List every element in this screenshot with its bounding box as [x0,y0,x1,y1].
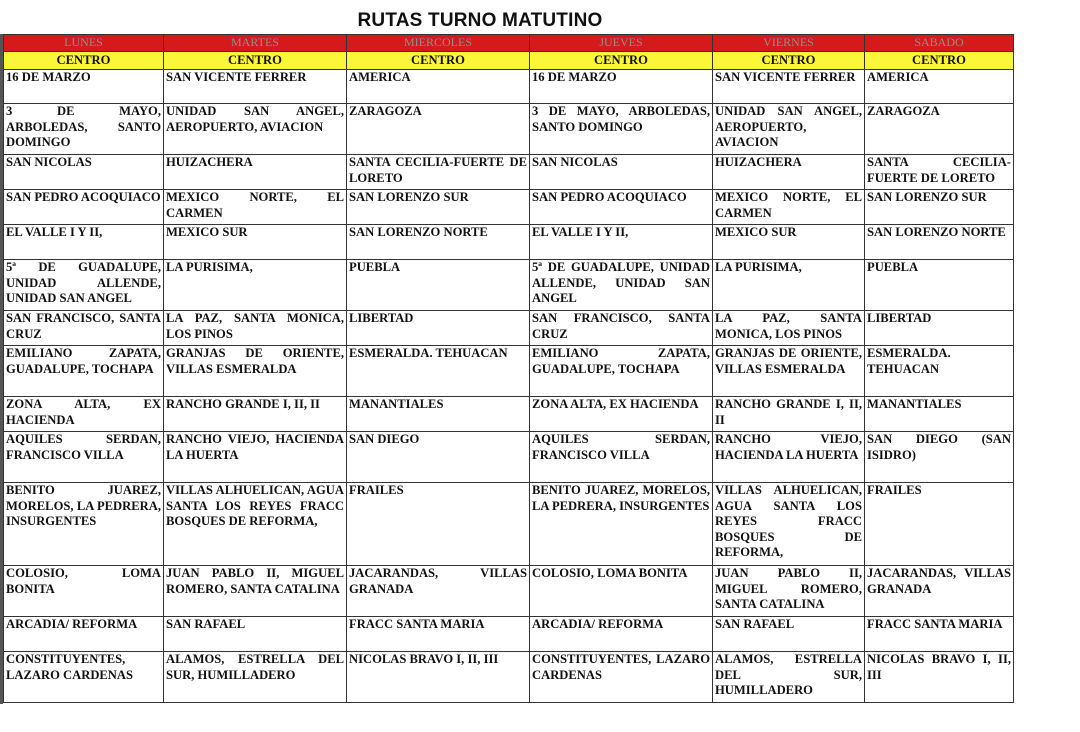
route-cell: AQUILES SERDAN, FRANCISCO VILLA [4,432,164,483]
route-row [4,260,1014,311]
route-row [4,566,1014,617]
route-cell: JACARANDAS, VILLAS GRANADA [865,566,1014,617]
route-row [4,346,1014,397]
route-cell: JACARANDAS, VILLAS GRANADA [347,566,530,617]
route-cell: 3 DE MAYO, ARBOLEDAS, SANTO DOMINGO [530,104,713,155]
route-cell: CONSTITUYENTES, LAZARO CARDENAS [530,652,713,703]
route-cell: SAN PEDRO ACOQUIACO [530,190,713,225]
route-cell: EL VALLE I Y II, [4,225,164,260]
zone-header-cell: CENTRO [347,52,530,70]
route-cell: SAN LORENZO SUR [347,190,530,225]
route-cell: BENITO JUAREZ, MORELOS, LA PEDRERA, INSURGENTES [4,483,164,566]
route-cell: SAN RAFAEL [164,617,347,652]
route-cell: FRAILES [865,483,1014,566]
route-cell: MANANTIALES [865,397,1014,432]
route-cell: LIBERTAD [347,311,530,346]
route-cell: AMERICA [865,70,1014,104]
route-row [4,652,1014,703]
route-cell: ZARAGOZA [865,104,1014,155]
page-title: RUTAS TURNO MATUTINO [357,10,603,31]
route-cell: FRACC SANTA MARIA [347,617,530,652]
route-cell: MEXICO NORTE, EL CARMEN [713,190,865,225]
route-cell: ESMERALDA. TEHUACAN [865,346,1014,397]
route-cell: SAN NICOLAS [4,155,164,190]
day-header-martes: MARTES [164,35,347,52]
route-cell: MEXICO NORTE, EL CARMEN [164,190,347,225]
route-cell: UNIDAD SAN ANGEL, AEROPUERTO, AVIACION [713,104,865,155]
route-cell: VILLAS ALHUELICAN, AGUA SANTA LOS REYES FRACC BOSQUES DE REFORMA, [713,483,865,566]
route-cell: AQUILES SERDAN, FRANCISCO VILLA [530,432,713,483]
route-cell: SAN LORENZO NORTE [347,225,530,260]
route-cell: RANCHO GRANDE I, II, II [164,397,347,432]
route-cell: SAN DIEGO (SAN ISIDRO) [865,432,1014,483]
route-cell: SAN FRANCISCO, SANTA CRUZ [4,311,164,346]
route-row [4,155,1014,190]
route-row [4,190,1014,225]
zone-header-cell: CENTRO [4,52,164,70]
route-cell: SAN FRANCISCO, SANTA CRUZ [530,311,713,346]
route-cell: SAN VICENTE FERRER [713,70,865,104]
route-cell: 3 DE MAYO, ARBOLEDAS, SANTO DOMINGO [4,104,164,155]
route-cell: ESMERALDA. TEHUACAN [347,346,530,397]
route-cell: PUEBLA [865,260,1014,311]
route-cell: MEXICO SUR [164,225,347,260]
route-row [4,70,1014,104]
route-cell: ZONA ALTA, EX HACIENDA [530,397,713,432]
day-header-sabado: SABADO [865,35,1014,52]
route-cell: VILLAS ALHUELICAN, AGUA SANTA LOS REYES FRACC BOSQUES DE REFORMA, [164,483,347,566]
route-cell: RANCHO GRANDE I, II, II [713,397,865,432]
zone-header-cell: CENTRO [865,52,1014,70]
route-row [4,617,1014,652]
route-row [4,483,1014,566]
route-cell: LA PAZ, SANTA MONICA, LOS PINOS [164,311,347,346]
route-cell: SAN DIEGO [347,432,530,483]
route-cell: LA PAZ, SANTA MONICA, LOS PINOS [713,311,865,346]
route-cell: SAN NICOLAS [530,155,713,190]
route-cell: RANCHO VIEJO, HACIENDA LA HUERTA [713,432,865,483]
route-row [4,432,1014,483]
zone-header-cell: CENTRO [530,52,713,70]
route-cell: LIBERTAD [865,311,1014,346]
day-header-miercoles: MIERCOLES [347,35,530,52]
route-cell: FRACC SANTA MARIA [865,617,1014,652]
route-cell: HUIZACHERA [164,155,347,190]
route-row [4,311,1014,346]
route-cell: SANTA CECILIA-FUERTE DE LORETO [865,155,1014,190]
route-cell: AMERICA [347,70,530,104]
route-cell: ARCADIA/ REFORMA [4,617,164,652]
route-cell: 5ª DE GUADALUPE, UNIDAD ALLENDE, UNIDAD SAN ANGEL [4,260,164,311]
route-cell: SAN PEDRO ACOQUIACO [4,190,164,225]
day-header-jueves: JUEVES [530,35,713,52]
route-cell: EL VALLE I Y II, [530,225,713,260]
route-cell: SAN VICENTE FERRER [164,70,347,104]
route-cell: ALAMOS, ESTRELLA DEL SUR, HUMILLADERO [713,652,865,703]
routes-table [3,34,1014,703]
route-cell: JUAN PABLO II, MIGUEL ROMERO, SANTA CATALINA [164,566,347,617]
route-cell: NICOLAS BRAVO I, II, III [865,652,1014,703]
route-cell: LA PURISIMA, [164,260,347,311]
route-cell: SANTA CECILIA-FUERTE DE LORETO [347,155,530,190]
route-cell: FRAILES [347,483,530,566]
route-cell: EMILIANO ZAPATA, GUADALUPE, TOCHAPA [530,346,713,397]
route-cell: UNIDAD SAN ANGEL, AEROPUERTO, AVIACION [164,104,347,155]
day-header-row [4,35,1014,52]
route-cell: LA PURISIMA, [713,260,865,311]
route-cell: ARCADIA/ REFORMA [530,617,713,652]
route-cell: PUEBLA [347,260,530,311]
route-cell: HUIZACHERA [713,155,865,190]
zone-header-row [4,52,1014,70]
zone-header-cell: CENTRO [713,52,865,70]
route-cell: MANANTIALES [347,397,530,432]
route-cell: ZONA ALTA, EX HACIENDA [4,397,164,432]
route-cell: NICOLAS BRAVO I, II, III [347,652,530,703]
route-row [4,225,1014,260]
route-row [4,397,1014,432]
day-header-lunes: LUNES [4,35,164,52]
route-cell: 16 DE MARZO [530,70,713,104]
route-cell: SAN LORENZO SUR [865,190,1014,225]
route-cell: SAN RAFAEL [713,617,865,652]
route-cell: 16 DE MARZO [4,70,164,104]
zone-header-cell: CENTRO [164,52,347,70]
route-cell: GRANJAS DE ORIENTE, VILLAS ESMERALDA [164,346,347,397]
route-cell: BENITO JUAREZ, MORELOS, LA PEDRERA, INSURGENTES [530,483,713,566]
route-cell: COLOSIO, LOMA BONITA [530,566,713,617]
route-cell: JUAN PABLO II, MIGUEL ROMERO, SANTA CATALINA [713,566,865,617]
route-cell: 5ª DE GUADALUPE, UNIDAD ALLENDE, UNIDAD SAN ANGEL [530,260,713,311]
route-cell: ZARAGOZA [347,104,530,155]
route-cell: MEXICO SUR [713,225,865,260]
route-cell: CONSTITUYENTES, LAZARO CARDENAS [4,652,164,703]
route-cell: RANCHO VIEJO, HACIENDA LA HUERTA [164,432,347,483]
route-cell: ALAMOS, ESTRELLA DEL SUR, HUMILLADERO [164,652,347,703]
route-cell: SAN LORENZO NORTE [865,225,1014,260]
day-header-viernes: VIERNES [713,35,865,52]
route-cell: COLOSIO, LOMA BONITA [4,566,164,617]
route-cell: GRANJAS DE ORIENTE, VILLAS ESMERALDA [713,346,865,397]
route-cell: EMILIANO ZAPATA, GUADALUPE, TOCHAPA [4,346,164,397]
route-row [4,104,1014,155]
